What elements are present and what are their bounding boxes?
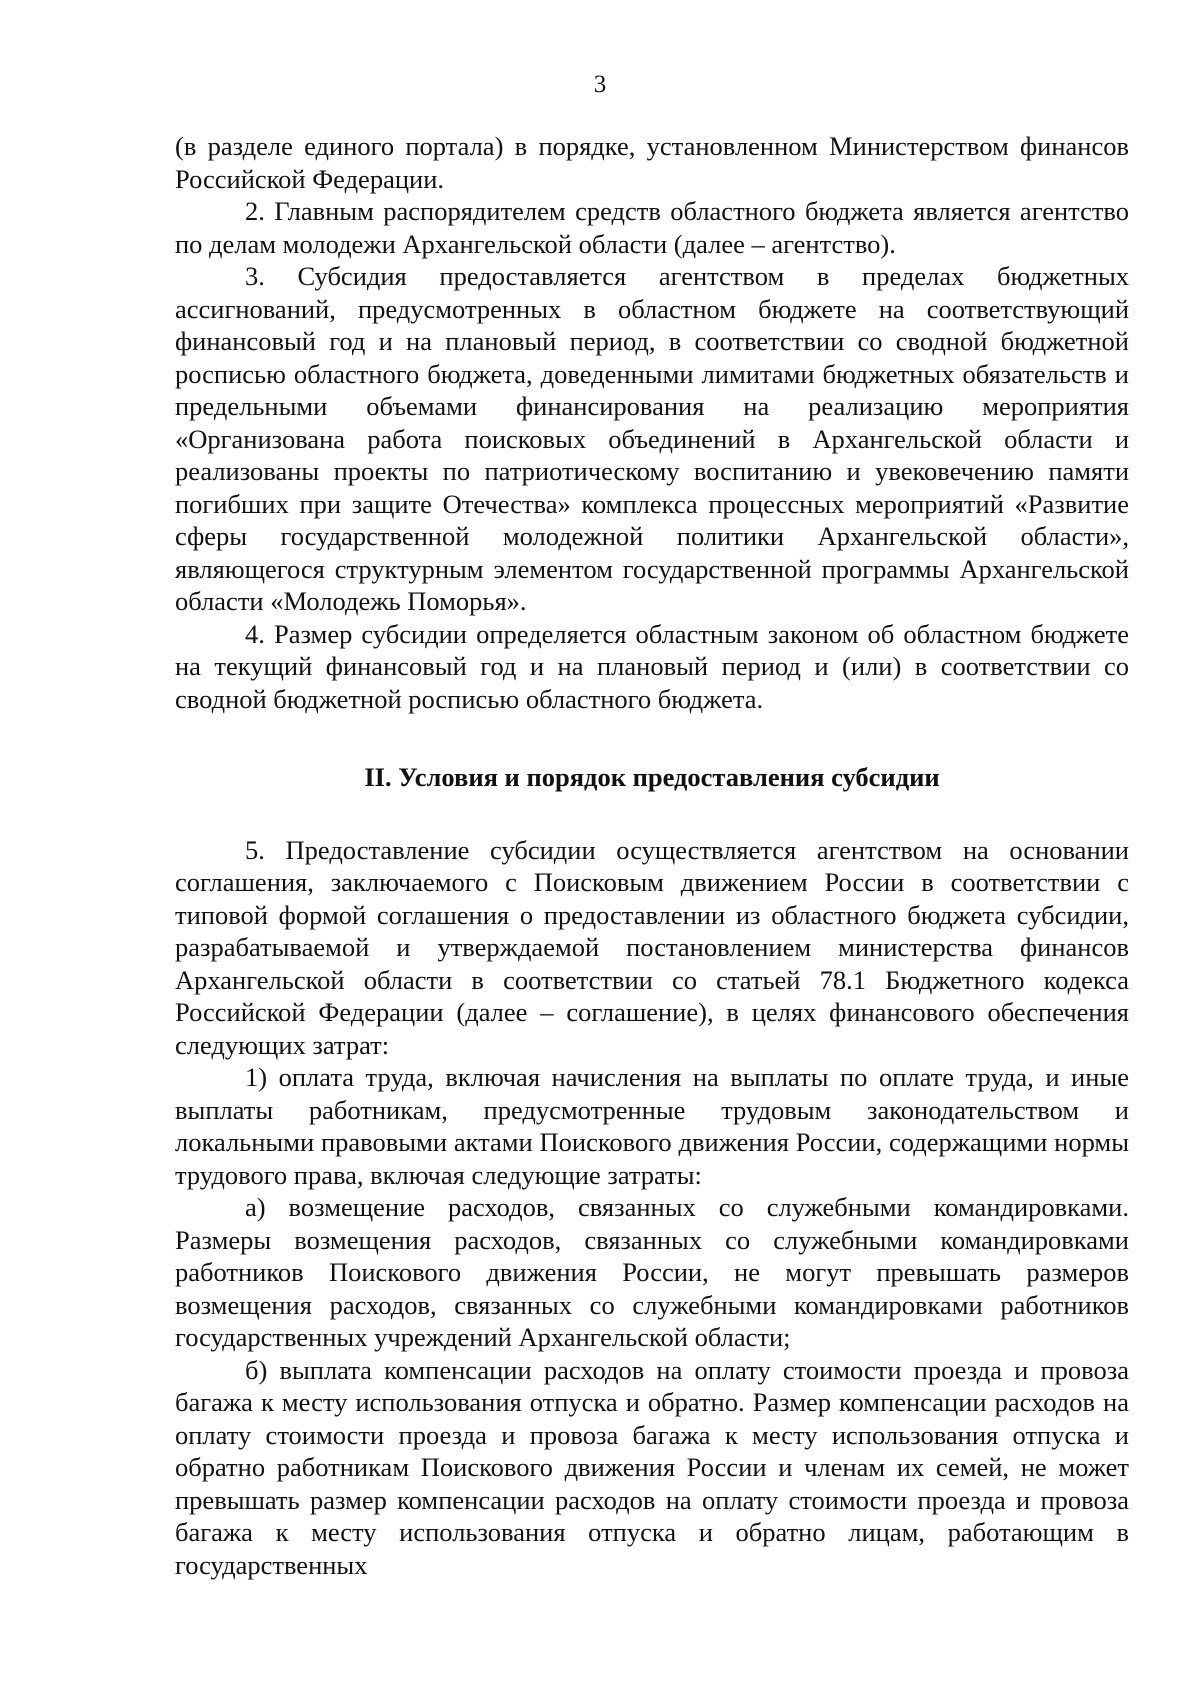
subparagraph-b: б) выплата компенсации расходов на оплату стоимости проезда и провоза багажа к месту использования отпуска и обратно. Размер компенсации расходов на оплату стоимости проезда и провоза багажа к месту использования отпуска и обратно работникам Поискового движения России и членам их семей, не может превышать размер компенсации расходов на оплату стоимости проезда и провоза багажа к месту использования отпуска и обратно лицам, работающим в государственных	[175, 1354, 1129, 1580]
subparagraph-a: а) возмещение расходов, связанных со служебными командировками. Размеры возмещения расходов, связанных со служебными командировками работников Поискового движения России, не могут превышать размеров возмещения расходов, связанных со служебными командировками работников государственных учреждений Архангельской области;	[175, 1192, 1129, 1352]
paragraph-2: 2. Главным распорядителем средств областного бюджета является агентство по делам молодежи Архангельской области (далее – агентство).	[175, 196, 1129, 259]
section-title: II. Условия и порядок предоставления субсидии	[364, 762, 940, 792]
paragraph-5: 5. Предоставление субсидии осуществляется агентством на основании соглашения, заключаемого с Поисковым движением России в соответствии с типовой формой соглашения о предоставлении из областного бюджета субсидии, разрабатываемой и утверждаемой постановлением министерства финансов Архангельской области в соответствии со статьей 78.1 Бюджетного кодекса Российской Федерации (далее – соглашение), в целях финансового обеспечения следующих затрат:	[175, 834, 1129, 1060]
paragraph-4: 4. Размер субсидии определяется областным законом об областном бюджете на текущий финансовый год и на плановый период и (или) в соответствии со сводной бюджетной росписью областного бюджета.	[175, 618, 1129, 714]
document-body	[175, 130, 1129, 1581]
page-number: 3	[593, 71, 607, 98]
paragraph-continuation: (в разделе единого портала) в порядке, установленном Министерством финансов Российской Федерации.	[175, 131, 1129, 194]
paragraph-3: 3. Субсидия предоставляется агентством в пределах бюджетных ассигнований, предусмотренных в областном бюджете на соответствующий финансовый год и на плановый период, в соответствии со сводной бюджетной росписью областного бюджета, доведенными лимитами бюджетных обязательств и предельными объемами финансирования на реализацию мероприятия «Организована работа поисковых объединений в Архангельской области и реализованы проекты по патриотическому воспитанию и увековечению памяти погибших при защите Отечества» комплекса процессных мероприятий «Развитие сферы государственной молодежной политики Архангельской области», являющегося структурным элементом государственной программы Архангельской области «Молодежь Поморья».	[175, 261, 1129, 616]
subparagraph-1: 1) оплата труда, включая начисления на выплаты по оплате труда, и иные выплаты работникам, предусмотренные трудовым законодательством и локальными правовыми актами Поискового движения России, содержащими нормы трудового права, включая следующие затраты:	[175, 1062, 1129, 1190]
